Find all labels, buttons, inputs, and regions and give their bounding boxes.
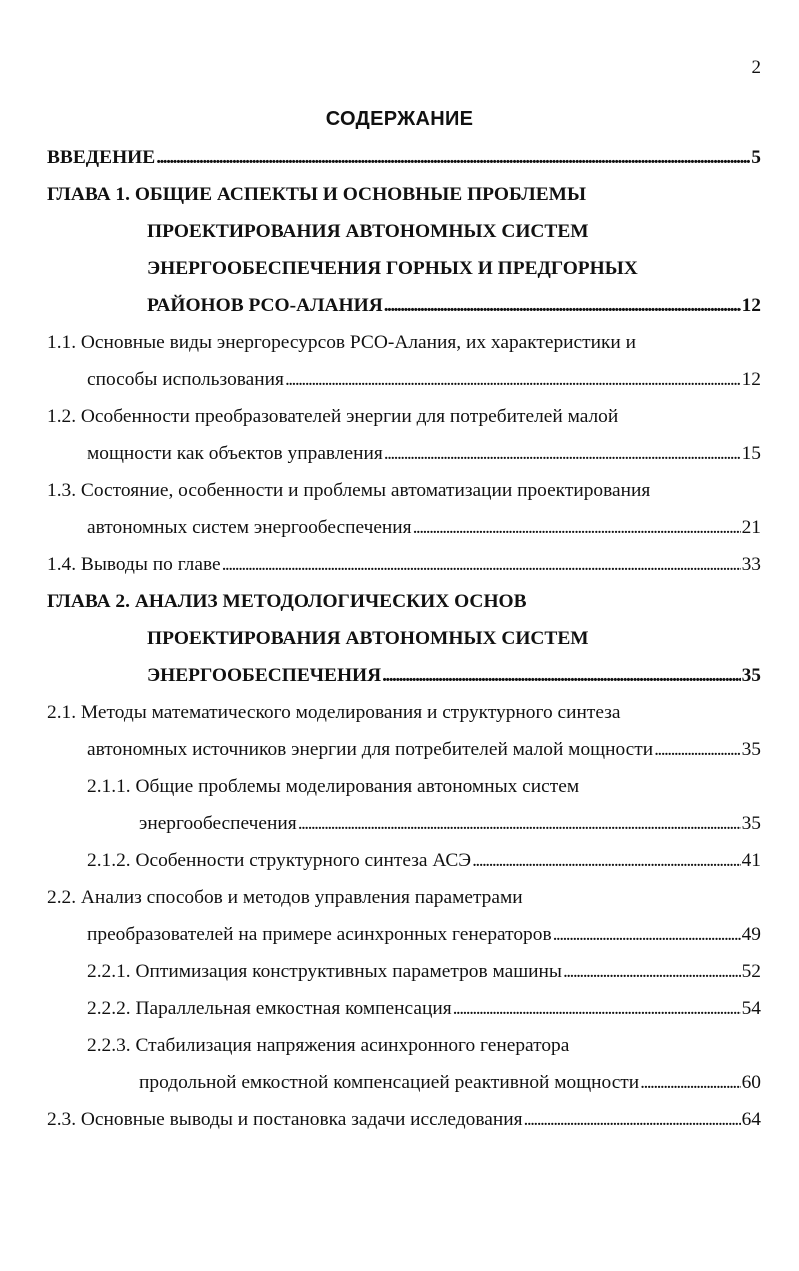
toc-entry-text: 1.3. Состояние, особенности и проблемы автоматизации проектирования bbox=[47, 480, 651, 501]
toc-page-number: 64 bbox=[741, 1109, 761, 1130]
toc-entry[interactable] bbox=[47, 1101, 761, 1138]
dot-leader bbox=[384, 287, 741, 324]
toc-page-number: 5 bbox=[751, 147, 761, 168]
toc-entry[interactable] bbox=[47, 583, 761, 694]
toc-entry-text: 2.2.2. Параллельная емкостная компенсация bbox=[87, 998, 452, 1019]
dot-leader bbox=[654, 731, 741, 768]
toc-entry-text: 1.1. Основные виды энергоресурсов РСО-Алания, их характеристики и bbox=[47, 332, 637, 353]
toc-entry-text: ГЛАВА 2. АНАЛИЗ МЕТОДОЛОГИЧЕСКИХ ОСНОВ bbox=[47, 591, 527, 612]
toc-entry[interactable] bbox=[47, 398, 761, 472]
toc-entry-text: 2.3. Основные выводы и постановка задачи исследования bbox=[47, 1109, 523, 1130]
toc-entry-text: преобразователей на примере асинхронных генераторов bbox=[87, 924, 552, 945]
table-of-contents bbox=[47, 139, 761, 1138]
toc-page-number: 54 bbox=[741, 998, 761, 1019]
toc-entry[interactable] bbox=[47, 879, 761, 953]
toc-entry-text: продольной емкостной компенсацией реактивной мощности bbox=[139, 1072, 640, 1093]
toc-entry[interactable] bbox=[47, 842, 761, 879]
toc-entry-text: 2.1.2. Особенности структурного синтеза АСЭ bbox=[87, 850, 472, 871]
toc-entry-text: автономных систем энергообеспечения bbox=[87, 517, 412, 538]
toc-entry-text: 2.1.1. Общие проблемы моделирования автономных систем bbox=[87, 776, 580, 797]
page-title: СОДЕРЖАНИЕ bbox=[325, 108, 474, 130]
toc-entry-text: 2.1. Методы математического моделирования и структурного синтеза bbox=[47, 702, 621, 723]
toc-page-number: 12 bbox=[741, 369, 761, 390]
toc-page-number: 21 bbox=[741, 517, 761, 538]
dot-leader bbox=[285, 361, 741, 398]
toc-entry-text: ПРОЕКТИРОВАНИЯ АВТОНОМНЫХ СИСТЕМ bbox=[147, 628, 589, 649]
toc-page-number: 49 bbox=[741, 924, 761, 945]
toc-entry[interactable] bbox=[47, 1027, 761, 1101]
dot-leader bbox=[413, 509, 741, 546]
toc-entry[interactable] bbox=[47, 768, 761, 842]
toc-page-number: 12 bbox=[741, 295, 761, 316]
dot-leader bbox=[156, 139, 750, 176]
toc-entry[interactable] bbox=[47, 546, 761, 583]
dot-leader bbox=[472, 842, 740, 879]
toc-entry[interactable] bbox=[47, 176, 761, 324]
dot-leader bbox=[553, 916, 741, 953]
toc-page-number: 35 bbox=[741, 739, 761, 760]
toc-page-number: 33 bbox=[741, 554, 761, 575]
toc-entry-text: энергообеспечения bbox=[139, 813, 297, 834]
toc-entry-text: 1.2. Особенности преобразователей энергии для потребителей малой bbox=[47, 406, 619, 427]
toc-entry[interactable] bbox=[47, 324, 761, 398]
toc-entry-text: ВВЕДЕНИЕ bbox=[47, 147, 156, 168]
toc-entry-text: 2.2. Анализ способов и методов управления параметрами bbox=[47, 887, 523, 908]
dot-leader bbox=[524, 1101, 741, 1138]
dot-leader bbox=[222, 546, 741, 583]
toc-entry-text: 2.2.3. Стабилизация напряжения асинхронного генератора bbox=[87, 1035, 570, 1056]
dot-leader bbox=[563, 953, 741, 990]
toc-entry-text: ГЛАВА 1. ОБЩИЕ АСПЕКТЫ И ОСНОВНЫЕ ПРОБЛЕМЫ bbox=[47, 184, 587, 205]
dot-leader bbox=[298, 805, 741, 842]
toc-page-number: 15 bbox=[741, 443, 761, 464]
toc-entry-text: 1.4. Выводы по главе bbox=[47, 554, 221, 575]
toc-entry[interactable] bbox=[47, 990, 761, 1027]
dot-leader bbox=[382, 657, 740, 694]
toc-page-number: 52 bbox=[741, 961, 761, 982]
page-number: 2 bbox=[751, 57, 761, 78]
dot-leader bbox=[640, 1064, 740, 1101]
toc-entry[interactable] bbox=[47, 953, 761, 990]
toc-page-number: 35 bbox=[741, 665, 761, 686]
toc-entry-text: способы использования bbox=[87, 369, 284, 390]
toc-entry-text: РАЙОНОВ РСО-АЛАНИЯ bbox=[147, 295, 383, 316]
dot-leader bbox=[453, 990, 741, 1027]
toc-entry-text: ЭНЕРГООБЕСПЕЧЕНИЯ ГОРНЫХ И ПРЕДГОРНЫХ bbox=[147, 258, 638, 279]
toc-entry-text: 2.2.1. Оптимизация конструктивных параметров машины bbox=[87, 961, 562, 982]
toc-entry[interactable] bbox=[47, 694, 761, 768]
toc-entry-text: ПРОЕКТИРОВАНИЯ АВТОНОМНЫХ СИСТЕМ bbox=[147, 221, 589, 242]
toc-page-number: 35 bbox=[741, 813, 761, 834]
toc-entry[interactable] bbox=[47, 472, 761, 546]
toc-page-number: 41 bbox=[741, 850, 761, 871]
toc-entry-text: мощности как объектов управления bbox=[87, 443, 383, 464]
toc-entry[interactable] bbox=[47, 139, 761, 176]
toc-entry-text: автономных источников энергии для потребителей малой мощности bbox=[87, 739, 654, 760]
dot-leader bbox=[384, 435, 741, 472]
toc-page-number: 60 bbox=[741, 1072, 761, 1093]
toc-entry-text: ЭНЕРГООБЕСПЕЧЕНИЯ bbox=[147, 665, 382, 686]
